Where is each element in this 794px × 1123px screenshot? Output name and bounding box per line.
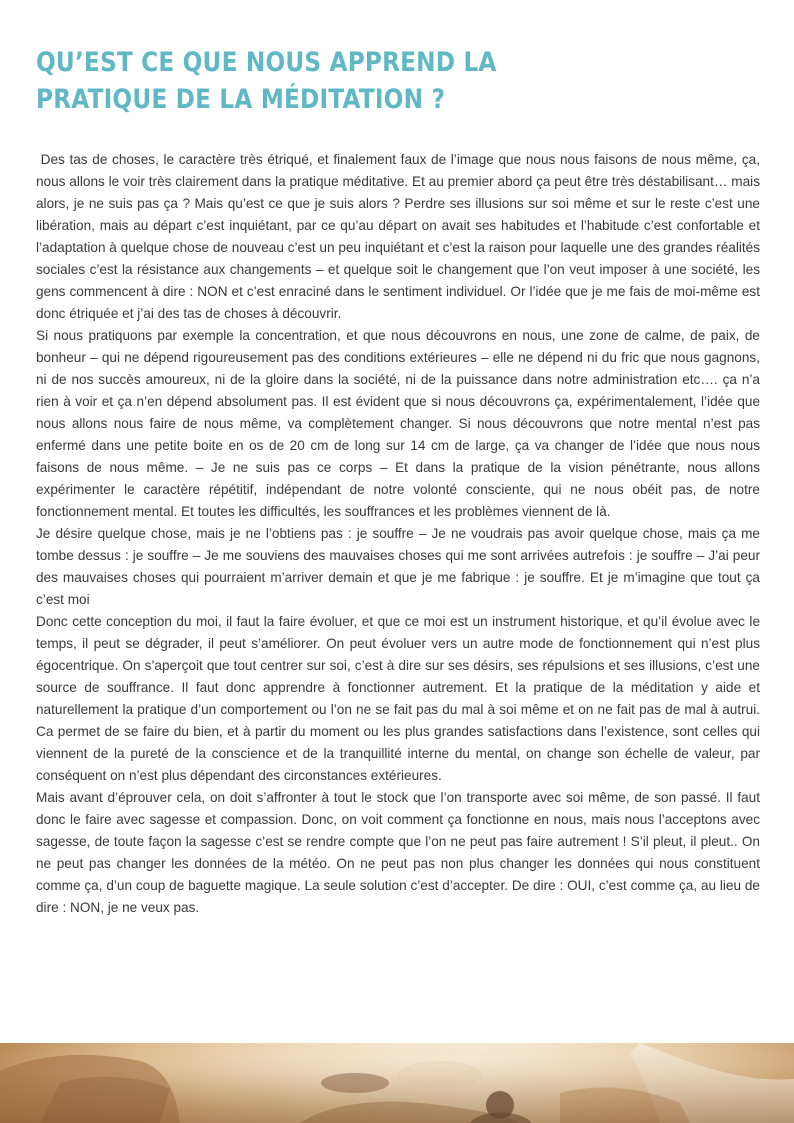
paragraph-1: Des tas de choses, le caractère très étriqué, et finalement faux de l’image que nous nous faisons de nous même, ça, nous allons le voir très clairement dans la pratique méditative. Et au premier abord ça peut être très déstabilisant… mais alors, je ne suis pas ça ? Mais qu’est ce que je suis alors ? Perdre ses illusions sur soi même et sur le reste c’est une libération, mais au départ c’est inquiétant, par ce qu’au départ on avait ses habitudes et l’habitude c’est confortable et l’adaptation à quelque chose de nouveau c’est un peu inquiétant et c’est la raison pour laquelle une des grandes réalités sociales c’est la résistance aux changements – et quelque soit le changement que l’on veut imposer à une société, les gens commencent à dire : NON et c’est enraciné dans le sentiment individuel. Or l’idée que je me fais de moi-même est donc étriquée et j’ai des tas de choses à découvrir. [36,152,764,321]
title-line-1: QU’EST CE QUE NOUS APPREND LA [36,47,497,78]
paragraph-5: Mais avant d’éprouver cela, on doit s’affronter à tout le stock que l’on transporte avec soi même, de son passé. Il faut donc le faire avec sagesse et compassion. Donc, on voit comment ça fonctionne en nous, mais nous l’acceptons avec sagesse, de toute façon la sagesse c’est se rendre compte que l’on ne peut pas faire autrement ! S’il pleut, il pleut.. On ne peut pas changer les données de la météo. On ne peut pas non plus changer les données qui nous constituent comme ça, d’un coup de baguette magique. La seule solution c’est d’accepter. De dire : OUI, c’est comme ça, au lieu de dire : NON, je ne veux pas. [36,790,760,915]
meditation-photo-illustration [0,1043,794,1123]
article-body [36,149,764,919]
paragraph-4: Donc cette conception du moi, il faut la faire évoluer, et que ce moi est un instrument historique, et qu’il évolue avec le temps, il peut se dégrader, il peut s’améliorer. On peut évoluer vers un autre mode de fonctionnement qui n’est plus égocentrique. On s’aperçoit que tout centrer sur soi, c’est à dire sur ses désirs, ses répulsions et ses illusions, c’est une source de souffrance. Il faut donc apprendre à fonctionner autrement. Et la pratique de la méditation y aide et naturellement la pratique d’un comportement ou l’on ne se fait pas du mal à soi même et on ne fait pas de mal à autrui. Ca permet de se faire du bien, et à partir du moment ou les plus grandes satisfactions dans l’existence, sont celles qui viennent de la pureté de la conscience et de la tranquillité interne du mental, on change son échelle de valeur, par conséquent on n’est plus dépendant des circonstances extérieures. [36,614,760,783]
page-title [36,44,655,118]
paragraph-3: Je désire quelque chose, mais je ne l’obtiens pas : je souffre – Je ne voudrais pas avoir quelque chose, mais ça me tombe dessus : je souffre – Je me souviens des mauvaises choses qui me sont arrivées autrefois : je souffre – J’ai peur des mauvaises choses qui pourraient m’arriver demain et que je me fabrique : je souffre. Et je m’imagine que tout ça c’est moi [36,526,760,607]
paragraph-2: Si nous pratiquons par exemple la concentration, et que nous découvrons en nous, une zone de calme, de paix, de bonheur – qui ne dépend rigoureusement pas des conditions extérieures – elle ne dépend ni du fric que nous gagnons, ni de nos succès amoureux, ni de la gloire dans la société, ni de la puissance dans notre administration etc…. ça n’a rien à voir et ça n’en dépend absolument pas. Il est évident que si nous découvrons ça, expérimentalement, l’idée que nous allons nous faire de nous même, va complètement changer. Si nous découvrons que notre mental n’est pas enfermé dans une petite boite en os de 20 cm de long sur 14 cm de large, ça va changer de l’idée que nous nous faisons de nous même. – Je ne suis pas ce corps – Et dans la pratique de la vision pénétrante, nous allons expérimenter le caractère répétitif, indépendant de notre volonté consciente, qui ne nous obéit pas, de notre fonctionnement mental. Et toutes les difficultés, les souffrances et les problèmes viennent de là. [36,328,760,519]
title-line-2: PRATIQUE DE LA MÉDITATION ? [36,84,446,115]
meditation-photo [0,1043,794,1123]
